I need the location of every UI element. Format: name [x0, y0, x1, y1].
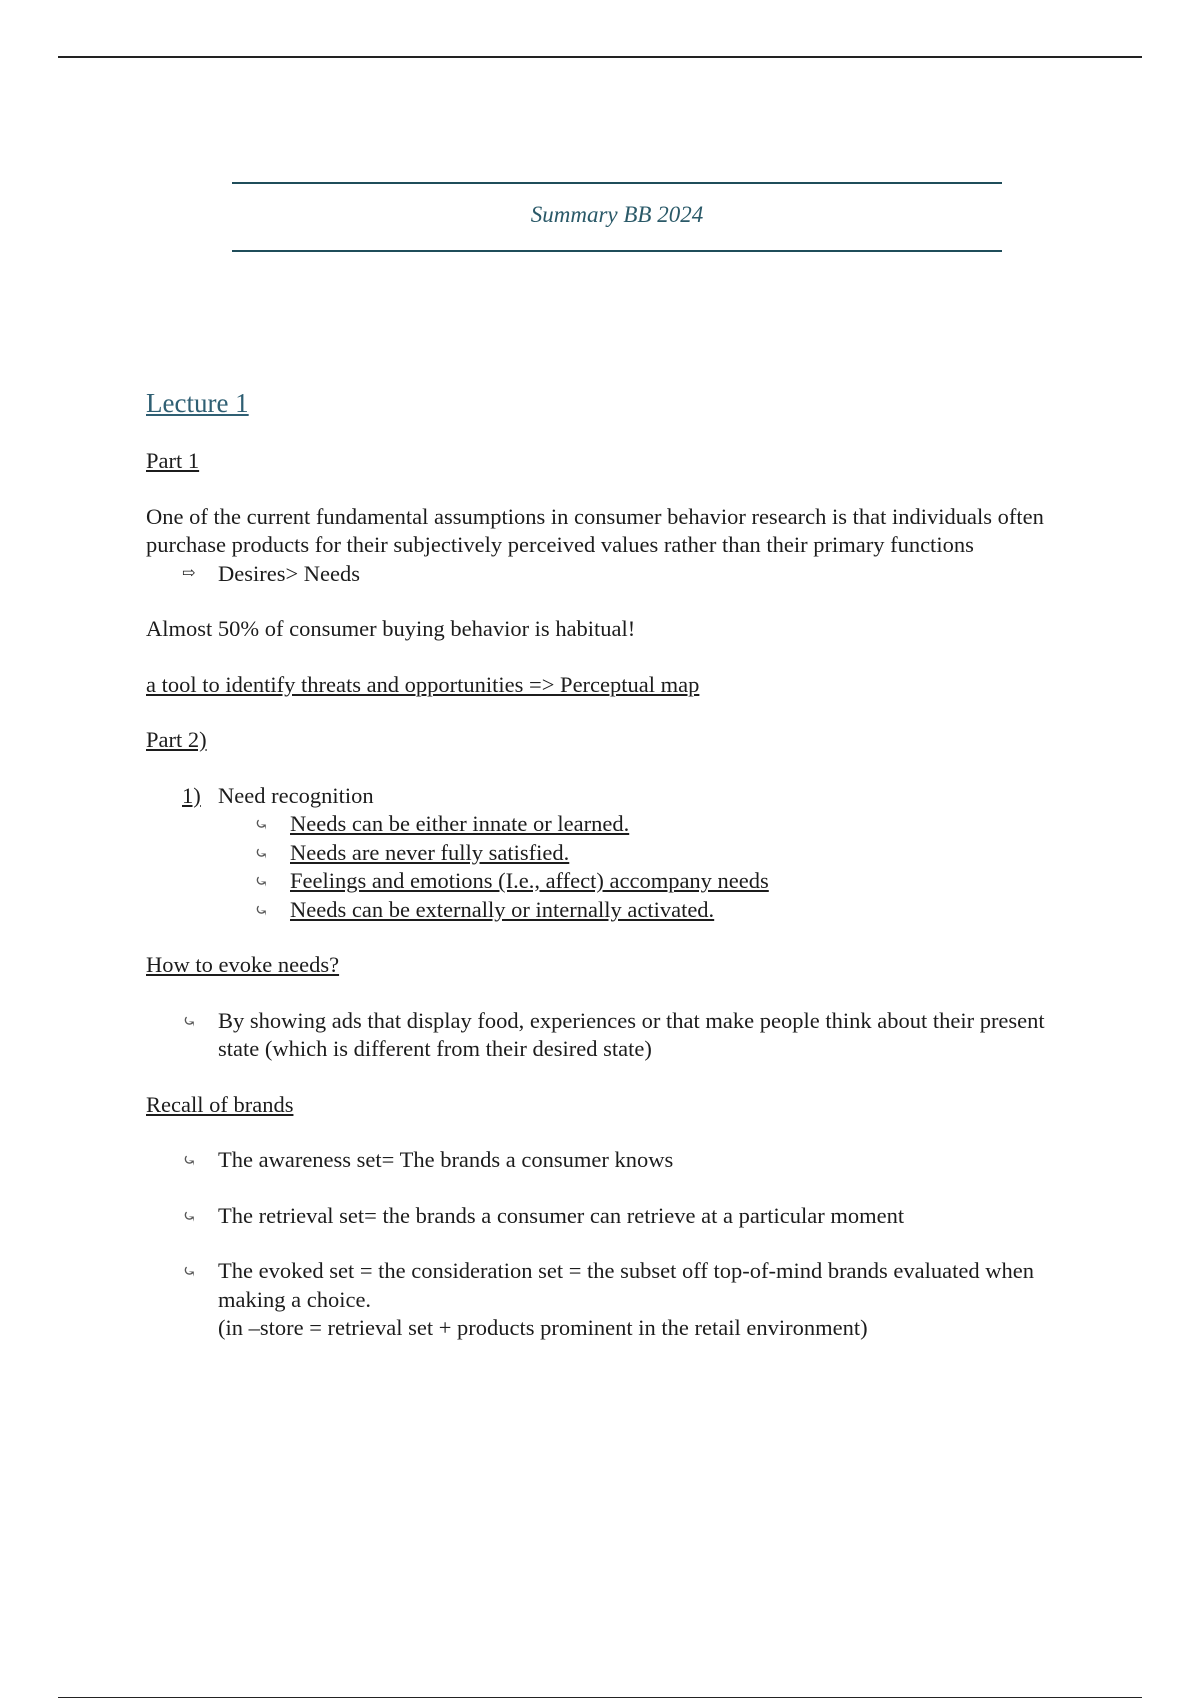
hook-arrow-bullet-icon: ⤿ [254, 843, 269, 863]
hook-arrow-bullet-icon: ⤿ [254, 872, 269, 891]
part1-heading: Part 1 [146, 448, 200, 473]
recall-heading: Recall of brands [146, 1091, 294, 1117]
arrow-point-text: Desires> Needs [218, 560, 361, 586]
habitual-paragraph: Almost 50% of consumer buying behavior is habitual! [146, 616, 636, 641]
page-top-rule [58, 56, 1142, 58]
list-item [146, 896, 1066, 925]
hook-arrow-bullet-icon: ⤿ [182, 1151, 197, 1170]
list-item-text: Needs can be externally or internally activated. [290, 896, 715, 922]
list-item-text: By showing ads that display food, experiences or that make people think about their present state (which is different from their desired state) [218, 1007, 1045, 1061]
part2-heading: Part 2) [146, 727, 207, 752]
evoke-heading: How to evoke needs? [146, 952, 340, 977]
hook-arrow-bullet-icon: ⤿ [254, 815, 269, 834]
page-bottom-rule [58, 1697, 1142, 1698]
list-item [146, 1146, 1066, 1175]
hook-arrow-bullet-icon: ⤿ [254, 900, 269, 920]
lecture-heading: Lecture 1 [146, 388, 249, 418]
arrow-point [146, 560, 1066, 589]
recall-list [146, 1146, 1066, 1343]
list-item [146, 1007, 1066, 1064]
evoked-set-note: (in –store = retrieval set + products prominent in the retail environment) [218, 1315, 868, 1340]
hook-arrow-bullet-icon: ⤿ [182, 1262, 197, 1281]
document-body [146, 386, 1066, 1370]
step-number: 1) [182, 782, 201, 808]
list-item [146, 1257, 1066, 1343]
intro-paragraph: One of the current fundamental assumptions in consumer behavior research is that individuals often purchase products for their subjectively perceived values rather than their primary functions [146, 503, 1044, 557]
list-item-text: Feelings and emotions (I.e., affect) accompany needs [290, 868, 769, 893]
awareness-set-text: The awareness set= The brands a consumer knows [218, 1147, 674, 1172]
document-header [232, 182, 1002, 252]
evoke-list [146, 1007, 1066, 1064]
right-arrow-icon: ⇨ [182, 564, 196, 582]
list-item-text: Needs can be either innate or learned. [290, 811, 630, 836]
needs-list [146, 810, 1066, 924]
perceptual-map-line: a tool to identify threats and opportunities => Perceptual map [146, 671, 700, 697]
header-bottom-rule [232, 250, 1002, 252]
list-item [146, 867, 1066, 896]
list-item [146, 839, 1066, 868]
list-item-text: Needs are never fully satisfied. [290, 839, 570, 865]
hook-arrow-bullet-icon: ⤿ [182, 1206, 197, 1226]
document-title: Summary BB 2024 [530, 202, 704, 227]
retrieval-set-text: The retrieval set= the brands a consumer can retrieve at a particular moment [218, 1202, 905, 1228]
numbered-item [146, 782, 1066, 811]
evoked-set-text: The evoked set = the consideration set = the subset off top-of-mind brands evaluated when making a choice. [218, 1258, 1034, 1312]
header-top-rule [232, 182, 1002, 184]
step-title: Need recognition [218, 782, 374, 808]
list-item [146, 810, 1066, 839]
list-item [146, 1202, 1066, 1231]
hook-arrow-bullet-icon: ⤿ [182, 1011, 197, 1031]
